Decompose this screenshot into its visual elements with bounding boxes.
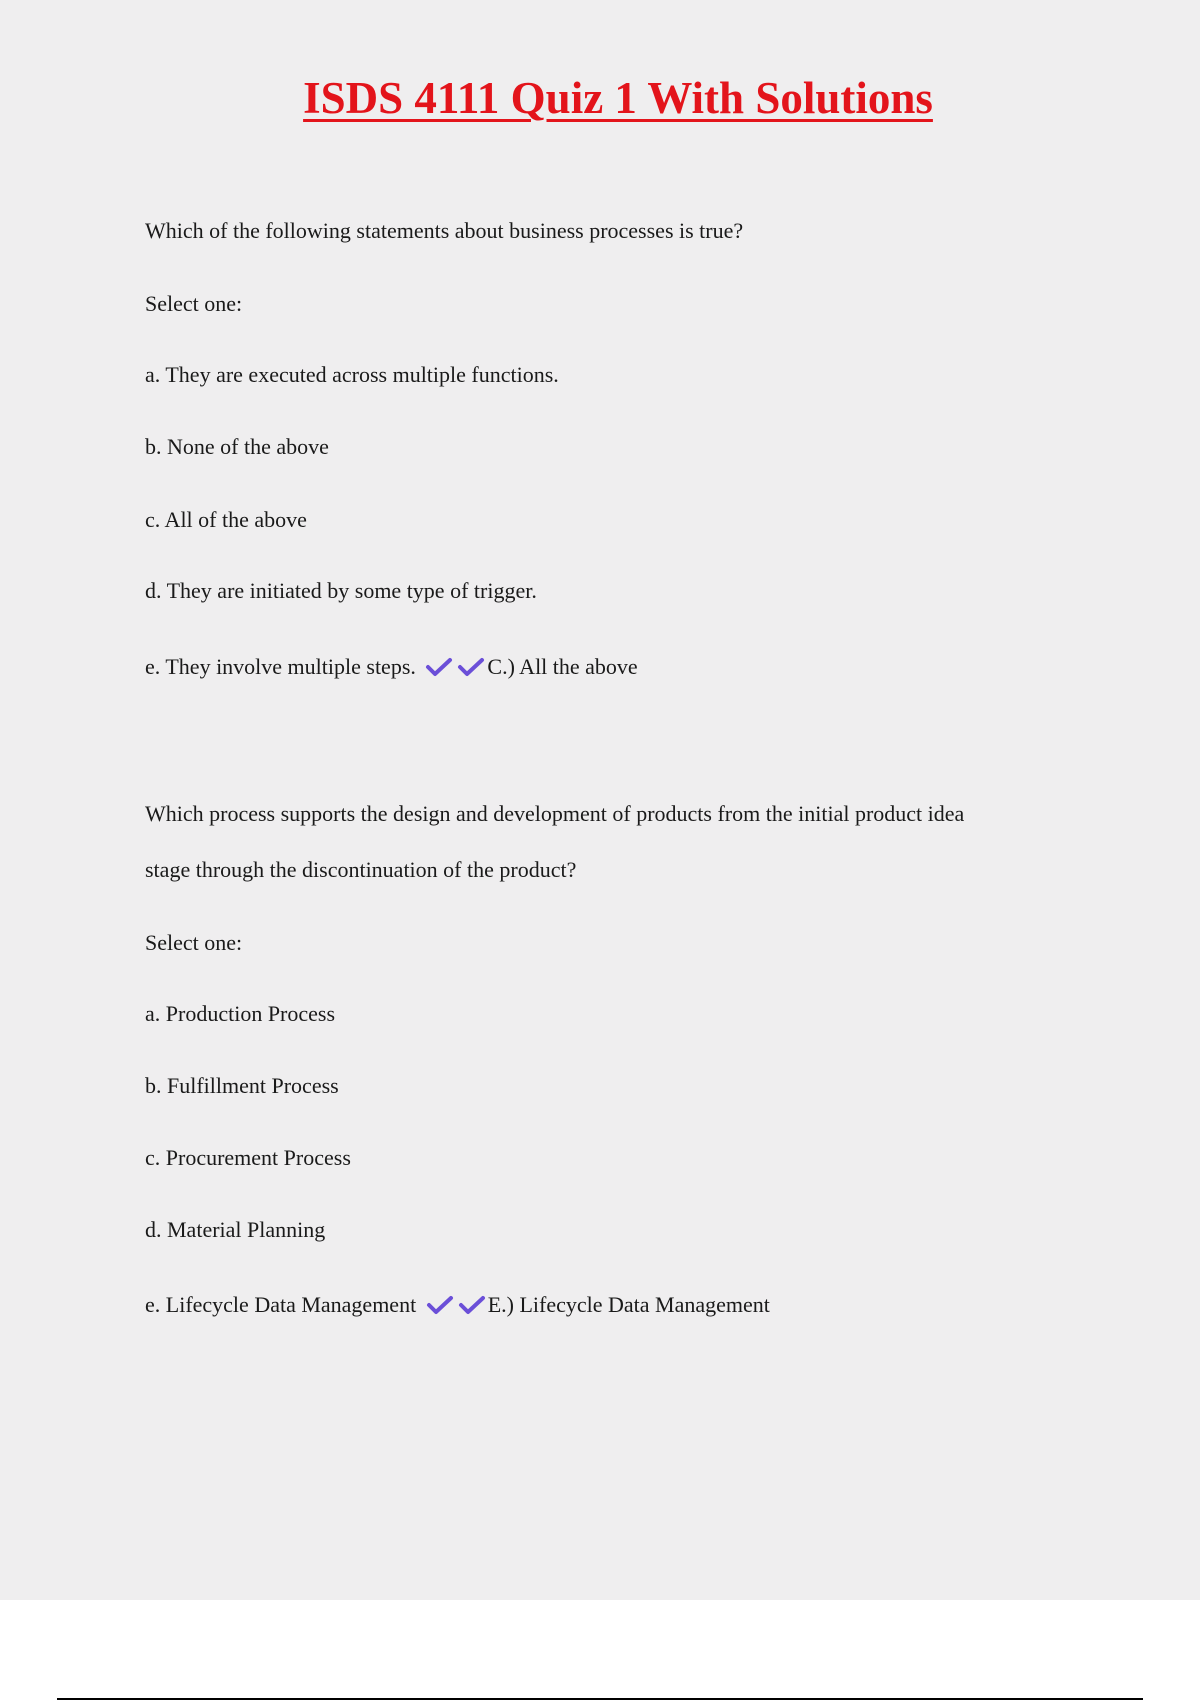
question-2-prompt-line-1: Which process supports the design and development of products from the initial product idea bbox=[145, 801, 965, 826]
question-1-option-e: e. They involve multiple steps. bbox=[145, 654, 416, 679]
question-2-option-b: b. Fulfillment Process bbox=[145, 1073, 339, 1098]
question-1-instruction: Select one: bbox=[145, 291, 243, 316]
question-2-instruction: Select one: bbox=[145, 930, 243, 955]
question-1-option-a: a. They are executed across multiple functions. bbox=[145, 362, 559, 387]
document-title: ISDS 4111 Quiz 1 With Solutions bbox=[303, 73, 933, 123]
checkmark-icon bbox=[425, 656, 453, 678]
question-2-prompt-line-2: stage through the discontinuation of the product? bbox=[145, 857, 577, 882]
checkmark-icon bbox=[458, 1294, 486, 1316]
question-1-option-c: c. All of the above bbox=[145, 507, 307, 532]
question-1-option-d: d. They are initiated by some type of trigger. bbox=[145, 578, 537, 603]
checkmark-icon bbox=[457, 656, 485, 678]
question-2-option-e: e. Lifecycle Data Management bbox=[145, 1292, 417, 1317]
question-1-option-b: b. None of the above bbox=[145, 434, 329, 459]
checkmark-icon bbox=[426, 1294, 454, 1316]
question-2-answer: E.) Lifecycle Data Management bbox=[487, 1292, 770, 1317]
question-2-option-c: c. Procurement Process bbox=[145, 1145, 351, 1170]
question-2-option-d: d. Material Planning bbox=[145, 1217, 326, 1242]
question-2-option-e-row bbox=[145, 1290, 770, 1320]
question-1-prompt: Which of the following statements about business processes is true? bbox=[145, 218, 744, 243]
question-2-option-a: a. Production Process bbox=[145, 1001, 336, 1026]
question-1-option-e-row bbox=[145, 652, 638, 682]
question-1-answer: C.) All the above bbox=[487, 654, 638, 679]
